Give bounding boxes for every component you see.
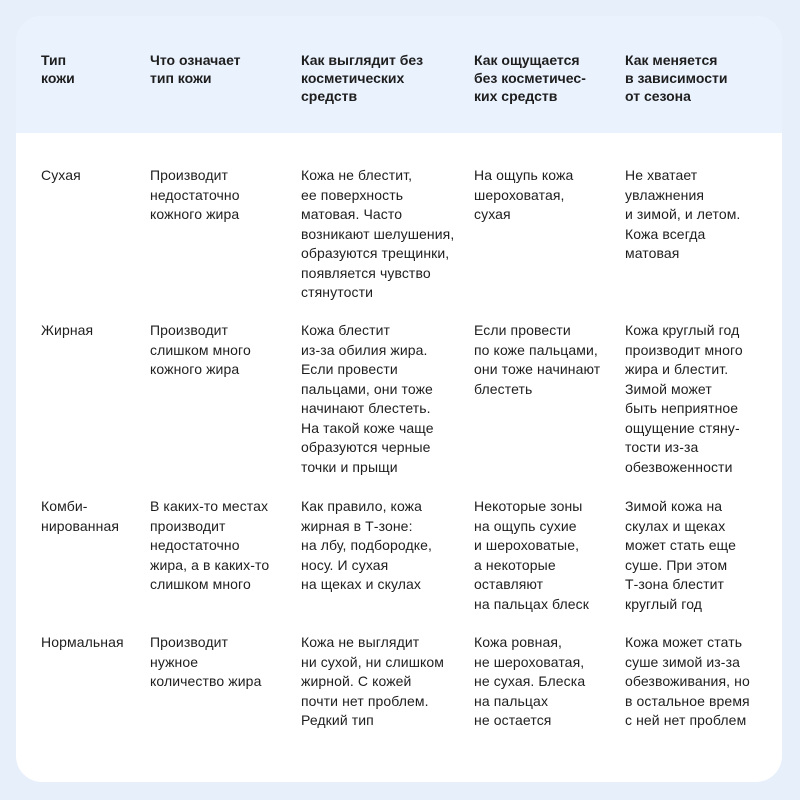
header-appearance: Как выглядит без косметических средств [301,52,424,104]
row-normal-type: Нормальная [41,634,124,650]
row-combo-type: Комби- нированная [41,498,120,534]
row-dry-season: Не хватает увлажнения и зимой, и летом. Кожа всегда матовая [625,167,741,261]
header-season: Как меняется в зависимости от сезона [625,52,728,104]
row-dry-type: Сухая [41,167,81,183]
row-normal-season: Кожа может стать суше зимой из-за обезвоживания, но в остальное время с ней нет проблем [625,634,750,728]
row-dry-meaning: Производит недостаточно кожного жира [150,167,240,222]
row-dry-feeling: На ощупь кожа шероховатая, сухая [474,167,574,222]
row-oily-season: Кожа круглый год производит много жира и блестит. Зимой может быть неприятное ощущение стяну- тости из-за обезвоженности [625,322,743,475]
row-combo-meaning: В каких-то местах производит недостаточно жира, а в каких-то слишком много [150,498,270,592]
row-dry-appearance: Кожа не блестит, ее поверхность матовая. Часто возникают шелушения, образуются трещинки, появляется чувство стянутости [301,167,455,300]
header-skin-type: Тип кожи [41,52,75,86]
row-combo-season: Зимой кожа на скулах и щеках может стать еще суше. При этом Т-зона блестит круглый год [625,498,737,612]
row-oily-appearance: Кожа блестит из-за обилия жира. Если провести пальцами, они тоже начинают блестеть. На такой коже чаще образуются черные точки и прыщи [301,322,434,475]
header-feeling: Как ощущается без косметичес- ких средств [474,52,586,104]
skin-types-card [16,16,782,782]
row-oily-meaning: Производит слишком много кожного жира [150,322,251,377]
row-normal-appearance: Кожа не выглядит ни сухой, ни слишком жирной. С кожей почти нет проблем. Редкий тип [301,634,445,728]
row-normal-feeling: Кожа ровная, не шероховатая, не сухая. Блеска на пальцах не остается [474,634,586,728]
row-combo-appearance: Как правило, кожа жирная в Т-зоне: на лбу, подбородке, носу. И сухая на щеках и скулах [301,498,432,592]
row-oily-type: Жирная [41,322,94,338]
table-header [16,16,782,133]
row-normal-meaning: Производит нужное количество жира [150,634,262,689]
header-meaning: Что означает тип кожи [150,52,241,86]
row-oily-feeling: Если провести по коже пальцами, они тоже начинают блестеть [474,322,601,397]
row-combo-feeling: Некоторые зоны на ощупь сухие и шероховатые, а некоторые оставляют на пальцах блеск [474,498,590,612]
